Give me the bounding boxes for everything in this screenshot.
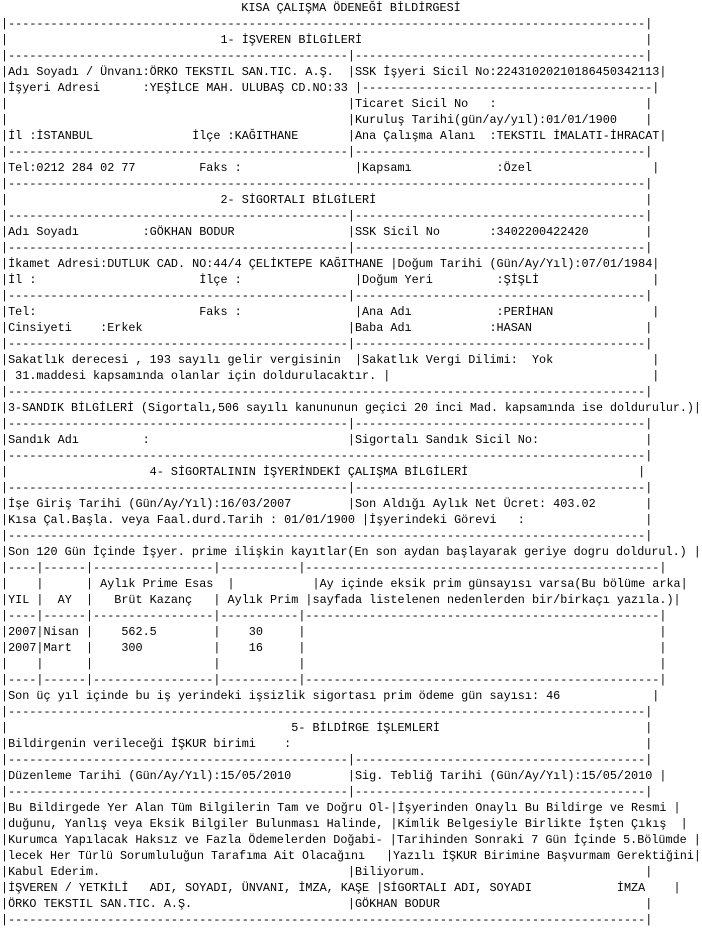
form-line: | | | | | | [1, 657, 667, 671]
form-line: |----|------|-----------------|-----------|--------------------------------------------------| [1, 561, 667, 575]
form-line: |------------------------------------------------|-----------------------------------------| [1, 289, 653, 303]
form-line: |Adı Soyadı / Ünvanı:ÖRKO TEKSTIL SAN.TIC. A.Ş. |SSK İşyeri Sicil No:22431020210186450342113| [1, 65, 667, 79]
form-title: KISA ÇALIŞMA ÖDENEĞİ BİLDİRGESİ [241, 1, 461, 15]
form-line: |Son üç yıl içinde bu iş yerindeki işsizlik sigortası prim ödeme gün sayısı: 46 | [1, 689, 660, 703]
form-line: | | | Aylık Prime Esas | |Ay içinde eksik prim günsayısı varsa(Bu bölüme arka| [1, 577, 688, 591]
form-line: |------------------------------------------------|-----------------------------------------| [1, 337, 653, 351]
form-line: | 1- İŞVEREN BİLGİLERİ | [1, 33, 653, 47]
form-line: | |Kuruluş Tarihi(gün/ay/yıl):01/01/1900 | [1, 113, 653, 127]
form-line: |------------------------------------------------------------------------------------------| [1, 913, 653, 927]
form-line: |Kurumca Yapılacak Haksız ve Fazla Ödemelerden Doğabi- |Tarihinden Sonraki 7 Gün İçinde 5.Bölümde | [1, 833, 701, 847]
form-line: |3-SANDIK BİLGİLERİ (Sigortalı,506 sayılı kanununun geçici 20 inci Mad. kapsamında ise doldurulur.)| [1, 401, 701, 415]
form-line: |2007|Nisan | 562.5 | 30 | | [1, 625, 667, 639]
form-line: |2007|Mart | 300 | 16 | | [1, 641, 667, 655]
form-line: | |Ticaret Sicil No : | [1, 97, 653, 111]
form-line: |----|------|-----------------|-----------|--------------------------------------------------| [1, 673, 667, 687]
form-line: |ÖRKO TEKSTIL SAN.TIC. A.Ş. |GÖKHAN BODUR | [1, 897, 653, 911]
form-line: | 4- SİGORTALININ İŞYERİNDEKİ ÇALIŞMA BİLGİLERİ | [1, 465, 646, 479]
form-line: |Cinsiyeti :Erkek |Baba Adı :HASAN | [1, 321, 653, 335]
form-line: |İl : İlçe : |Doğum Yeri :ŞİŞLİ | [1, 273, 660, 287]
form-line: |Sandık Adı : |Sigortalı Sandık Sicil No: | [1, 433, 653, 447]
form-line: |------------------------------------------------|-----------------------------------------| [1, 209, 653, 223]
form-line: |Düzenleme Tarihi (Gün/Ay/Yıl):15/05/2010 |Sig. Tebliğ Tarihi (Gün/Ay/Yıl):15/05/2010 | [1, 769, 667, 783]
form-line: |Adı Soyadı :GÖKHAN BODUR |SSK Sicil No :3402200422420 | [1, 225, 653, 239]
form-line: |duğunu, Yanlış veya Eksik Bilgiler Bulunması Halinde, |Kimlik Belgesiyle Birlikte İşten Çıkış | [1, 817, 688, 831]
form-line: |------------------------------------------------|-----------------------------------------| [1, 785, 653, 799]
form-line: |Kısa Çal.Başla. veya Faal.durd.Tarih : 01/01/1900 |İşyerindeki Görevi : | [1, 513, 653, 527]
form-line: | 5- BİLDİRGE İŞLEMLERİ | [1, 721, 653, 735]
form-line: |İşe Giriş Tarihi (Gün/Ay/Yıl):16/03/2007 |Son Aldığı Aylık Net Ücret: 403.02 | [1, 497, 653, 511]
form-line: |------------------------------------------------|-----------------------------------------| [1, 145, 653, 159]
form-line: |------------------------------------------------------------------------------------------| [1, 385, 653, 399]
form-line: | 2- SİGORTALI BİLGİLERİ | [1, 193, 653, 207]
form-line: |Tel: Faks : |Ana Adı :PERİHAN | [1, 305, 660, 319]
form-line: | 31.maddesi kapsamında olanlar için doldurulacaktır. | | [1, 369, 660, 383]
form-line: |YIL | AY | Brüt Kazanç | Aylık Prim |sayfada listelenen nedenlerden bir/birkaçı yazıla.)| [1, 593, 681, 607]
form-line: |Tel:0212 284 02 77 Faks : |Kapsamı :Özel | [1, 161, 660, 175]
form-line: |------------------------------------------------------------------------------------------| [1, 705, 653, 719]
form-line: |------------------------------------------------|-----------------------------------------| [1, 481, 653, 495]
form-line: |------------------------------------------------------------------------------------------| [1, 529, 653, 543]
form-line: |Bildirgenin verileceği İŞKUR birimi : | [1, 737, 653, 751]
form-line: |----|------|-----------------|-----------|--------------------------------------------------| [1, 609, 667, 623]
form-line: |------------------------------------------------------------------------------------------| [1, 177, 653, 191]
form-line: |------------------------------------------------------------------------------------------| [1, 17, 653, 31]
form-line: |Sakatlık derecesi , 193 sayılı gelir vergisinin |Sakatlık Vergi Dilimi: Yok | [1, 353, 660, 367]
form-line: |------------------------------------------------|-----------------------------------------| [1, 753, 653, 767]
form-line: |İl :İSTANBUL İlçe :KAĞITHANE |Ana Çalışma Alanı :TEKSTIL İMALATI-İHRACAT| [1, 129, 667, 143]
form-line: |İşyeri Adresi :YEŞİLCE MAH. ULUBAŞ CD.NO:33 |-----------------------------------------| [1, 81, 660, 95]
form-line: |İkamet Adresi:DUTLUK CAD. NO:44/4 ÇELİKTEPE KAĞITHANE |Doğum Tarihi (Gün/Ay/Yıl):07/01/1984| [1, 257, 660, 271]
form-line: |Son 120 Gün İçinde İşyer. prime ilişkin kayıtlar(En son aydan başlayarak geriye dogru doldurul.) | [1, 545, 701, 559]
form-line: |Bu Bildirgede Yer Alan Tüm Bilgilerin Tam ve Doğru Ol-|İşyerinden Onaylı Bu Bildirge ve Resmi | [1, 801, 681, 815]
form-line: |lecek Her Türlü Sorumluluğun Tarafıma Ait Olacağını |Yazılı İŞKUR Birimine Başvurmam Gerektiğini| [1, 849, 701, 863]
form-line: |------------------------------------------------|-----------------------------------------| [1, 417, 653, 431]
form-line: |------------------------------------------------|-----------------------------------------| [1, 49, 653, 63]
form-line: |------------------------------------------------------------------------------------------| [1, 449, 653, 463]
form-line: |------------------------------------------------|-----------------------------------------| [1, 241, 653, 255]
form-line: |İŞVEREN / YETKİLİ ADI, SOYADI, ÜNVANI, İMZA, KAŞE |SİGORTALI ADI, SOYADI İMZA | [1, 881, 681, 895]
form-line: |Kabul Ederim. |Biliyorum. | [1, 865, 653, 879]
